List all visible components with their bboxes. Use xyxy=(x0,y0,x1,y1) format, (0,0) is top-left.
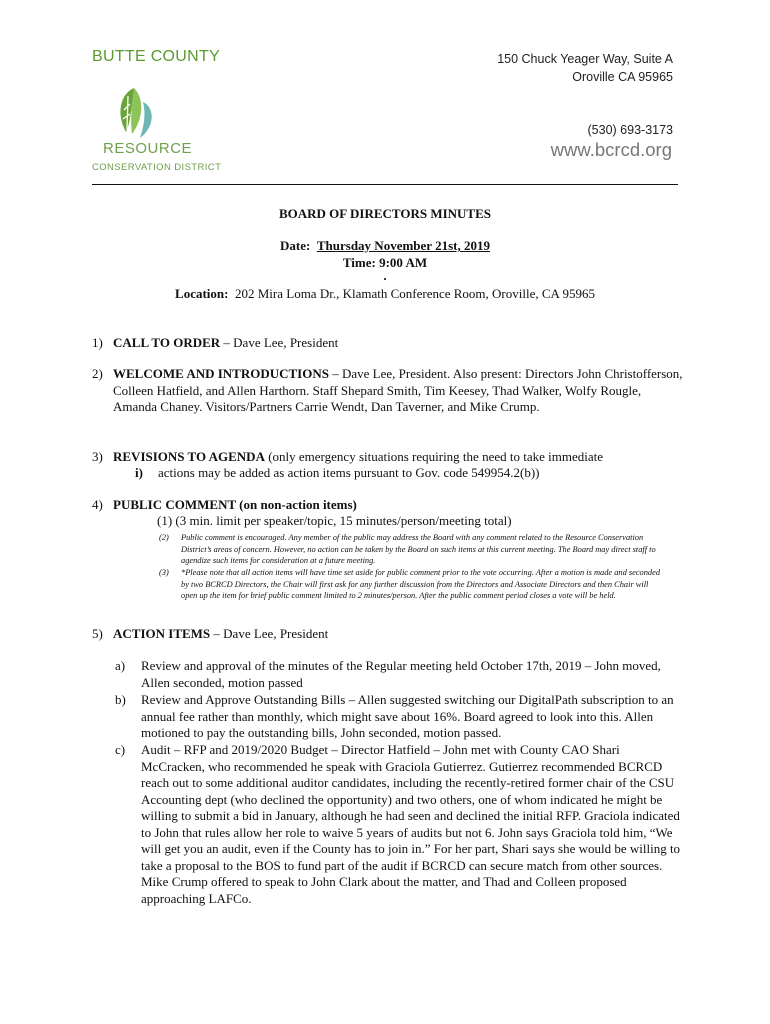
minutes-title: BOARD OF DIRECTORS MINUTES xyxy=(278,206,491,221)
sub-item-label: i) xyxy=(135,465,143,480)
item-number: 4) xyxy=(92,497,103,512)
item-text: (only emergency situations requiring the need to take immediate xyxy=(264,449,603,464)
address-line1: 150 Chuck Yeager Way, Suite A xyxy=(497,52,673,66)
website: www.bcrcd.org xyxy=(550,139,672,160)
item-number: 3) xyxy=(92,449,103,464)
location-label: Location: xyxy=(175,286,229,301)
note-text: *Please note that all action items will have time set aside for public comment prior to the vote occurring. After a motion is made and seconded by two BCRCD Directors, the Chair will first ask for any further discussion from the Directors and Associate Directors and then Chair will open up the item for brief public comment limited to 2 minutes/person. After the public comment period closes a vote will be held. xyxy=(181,568,661,600)
action-text: Audit – RFP and 2019/2020 Budget – Director Hatfield – John met with County CAO Shari McCracken, who recommended he speak with Graciola Gutierrez. Gutierrez recommended BCRCD reach out to some additional auditor candidates, including the recently-retired former chair of the CSU Accounting dept (who declined the opportunity) and two others, one of whom indicated he might be willing to submit a bid in January, although he had seen and declined the initial RFP. Graciola indicated to John that rules allow her role to waive 5 years of audits but not 6. John says Graciola told him, “We will get you an audit, even if the County has to join in.” For her part, Shari says she would be willing to take a proposal to the BOS to fund part of the audit if BCRCD can secure match from other sources. Mike Crump offered to speak to John Clark about the matter, and Thad and Colleen proposed approaching LAFCo. xyxy=(141,742,681,906)
item-heading: PUBLIC COMMENT (on non-action items) xyxy=(113,497,357,512)
item-text: – Dave Lee, President. Also present: Directors John Christofferson, Colleen Hatfield, and Allen Harthorn. Staff Shepard Smith, Tim Keesey, Thad Walker, Wolfy Rougle, Amanda Chaney. Visitors/Partners Carrie Wendt, Dan Taverner, and Mike Crump. xyxy=(113,366,683,414)
dot-separator: . xyxy=(383,268,387,283)
action-text: Review and Approve Outstanding Bills – Allen suggested switching our DigitalPath subscription to an annual fee rather than monthly, which might save about 16%. Board agreed to look into this. Allen motioned to pay the outstanding bills, John seconded, motion passed. xyxy=(141,692,674,740)
item-heading: CALL TO ORDER xyxy=(113,335,221,350)
org-name: BUTTE COUNTY xyxy=(92,48,221,65)
org-conservation: CONSERVATION DISTRICT xyxy=(92,162,222,173)
meeting-time: Time: 9:00 AM xyxy=(342,255,428,270)
meeting-date xyxy=(0,238,770,254)
action-label: b) xyxy=(115,692,126,707)
public-comment-limit: (1) (3 min. limit per speaker/topic, 15 minutes/person/meeting total) xyxy=(157,513,512,528)
action-text: Review and approval of the minutes of the Regular meeting held October 17th, 2019 – John moved, Allen seconded, motion passed xyxy=(141,658,661,690)
item-heading: WELCOME AND INTRODUCTIONS xyxy=(113,366,329,381)
org-resource: RESOURCE xyxy=(103,140,193,157)
item-text: – Dave Lee, President xyxy=(220,335,339,350)
item-heading: REVISIONS TO AGENDA xyxy=(113,449,265,464)
item-number: 5) xyxy=(92,626,103,641)
note-number: (3) xyxy=(159,568,169,577)
action-label: c) xyxy=(115,742,126,757)
item-text: – Dave Lee, President xyxy=(210,626,329,641)
item-number: 2) xyxy=(92,366,103,381)
note-text: Public comment is encouraged. Any member of the public may address the Board with any comment related to the Resource Conservation District’s areas of concern. However, no action can be taken by the Board on such items at this current meeting. The Board may direct staff to agendize such items for consideration at a future meeting. xyxy=(181,533,656,565)
action-label: a) xyxy=(115,658,126,673)
date-value: Thursday November 21st, 2019 xyxy=(316,238,490,253)
location-value: 202 Mira Loma Dr., Klamath Conference Room, Oroville, CA 95965 xyxy=(234,286,595,301)
item-heading: ACTION ITEMS xyxy=(113,626,211,641)
phone-number: (530) 693-3173 xyxy=(587,123,673,137)
sub-item-text: actions may be added as action items pursuant to Gov. code 549954.2(b)) xyxy=(158,465,540,480)
date-label: Date: xyxy=(280,238,311,253)
meeting-location xyxy=(0,286,770,302)
address-line2: Oroville CA 95965 xyxy=(572,70,673,84)
leaf-logo-icon xyxy=(110,84,160,140)
note-number: (2) xyxy=(159,533,169,542)
item-number: 1) xyxy=(92,335,103,350)
header-divider xyxy=(92,184,678,185)
